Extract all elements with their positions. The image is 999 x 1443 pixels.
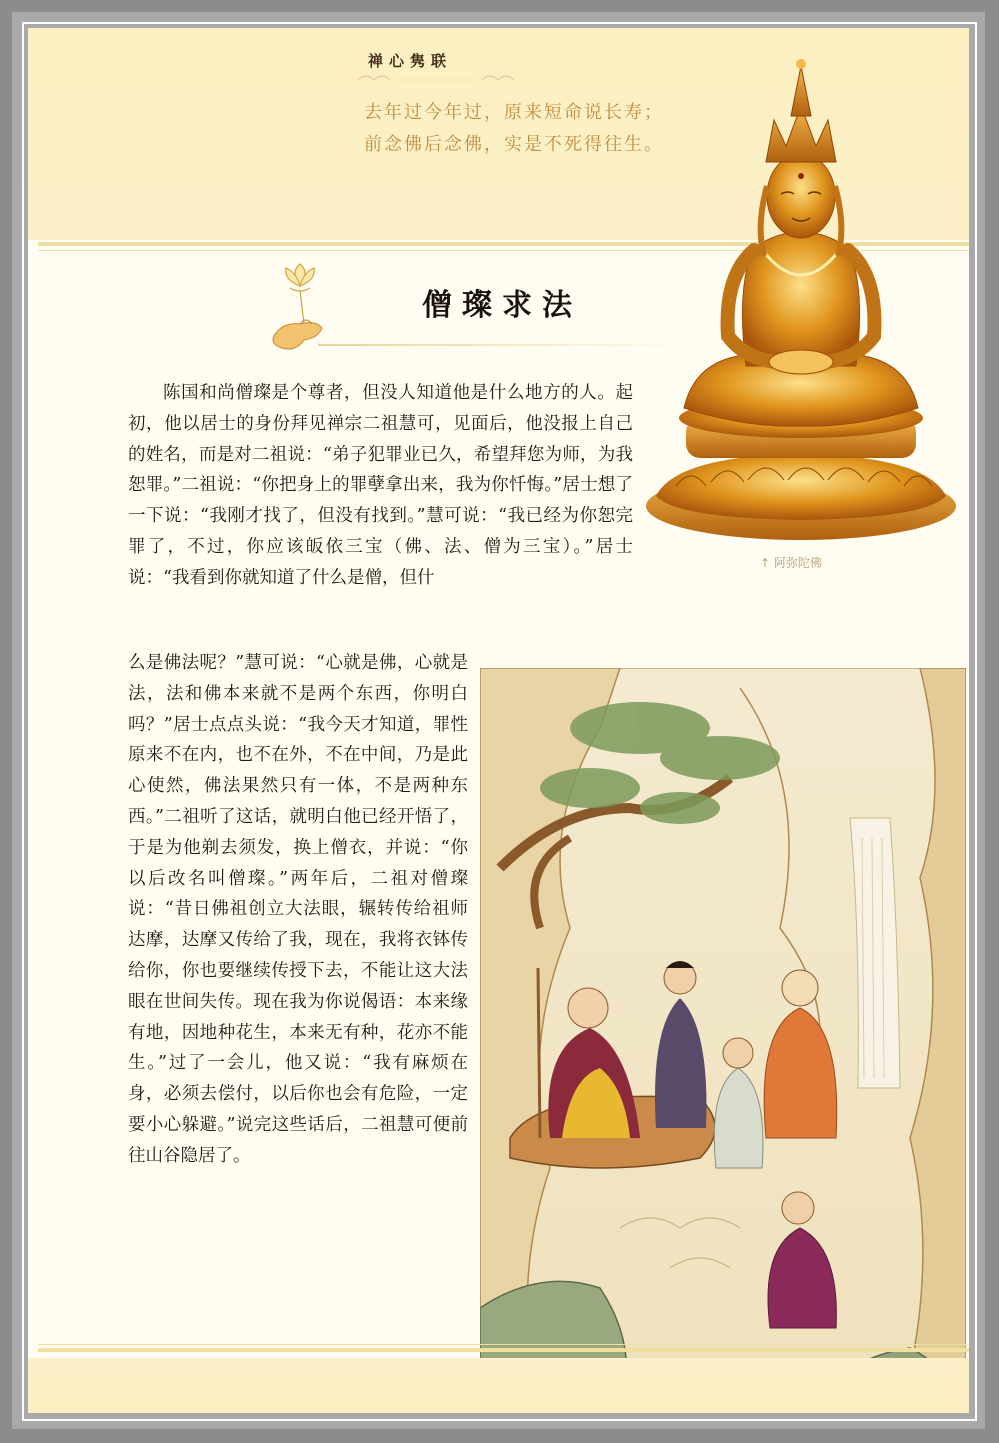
article-paragraph-narrow <box>128 648 468 1172</box>
illustration-painting-image <box>480 668 966 1413</box>
title-underline <box>318 344 688 346</box>
book-page <box>28 28 969 1413</box>
amitabha-statue-image <box>636 36 962 546</box>
paragraph-text-continued: 么是佛法呢？”慧可说：“心就是佛，心就是法，法和佛本来就不是两个东西，你明白吗？”居士点点头说：“我今天才知道，罪性原来不在内，也不在外，不在中间，乃是此心使然，佛法果然只有一体，不是两种东西。”二祖听了这话，就明白他已经开悟了，于是为他剃去须发，换上僧衣，并说：“你以后改名叫僧璨。”两年后，二祖对僧璨说：“昔日佛祖创立大法眼，辗转传给祖师达摩，达摩又传给了我，现在，我将衣钵传给你，你也要继续传授下去，不能让这大法眼在世间失传。现在我为你说偈语：本来缘有地，因地种花生，本来无有种，花亦不能生。”过了一会儿，他又说：“我有麻烦在身，必须去偿付，以后你也会有危险，一定要小心躲避。”说完这些话后，二祖慧可便前往山谷隐居了。 <box>128 653 468 1166</box>
footer-divider-thin <box>38 1344 969 1345</box>
footer-band <box>28 1358 969 1413</box>
paragraph-text: 陈国和尚僧璨是个尊者，但没人知道他是什么地方的人。起初，他以居士的身份拜见禅宗二祖慧可，见面后，他没报上自己的姓名，而是对二祖说：“弟子犯罪业已久，希望拜您为师，为我恕罪。”二祖说：“你把身上的罪孽拿出来，我为你忏悔。”居士想了一下说：“我刚才找了，但没有找到。”慧可说：“我已经为你恕完罪了，不过，你应该皈依三宝（佛、法、僧为三宝）。”居士说：“我看到你就知道了什么是僧，但什 <box>128 383 633 588</box>
hand-holding-lotus-icon <box>260 258 340 358</box>
couplet-line-2: 前念佛后念佛，实是不死得往生。 <box>364 134 664 155</box>
series-title: 禅心隽联 <box>368 52 453 70</box>
couplet-line-1: 去年过今年过，原来短命说长寿； <box>364 102 664 123</box>
footer-divider <box>38 1348 969 1352</box>
article-paragraph-wide <box>128 378 633 594</box>
article-title: 僧璨求法 <box>422 288 582 323</box>
statue-caption: ↑ 阿弥陀佛 <box>760 556 822 570</box>
lotus-ornament-icon <box>356 72 516 82</box>
